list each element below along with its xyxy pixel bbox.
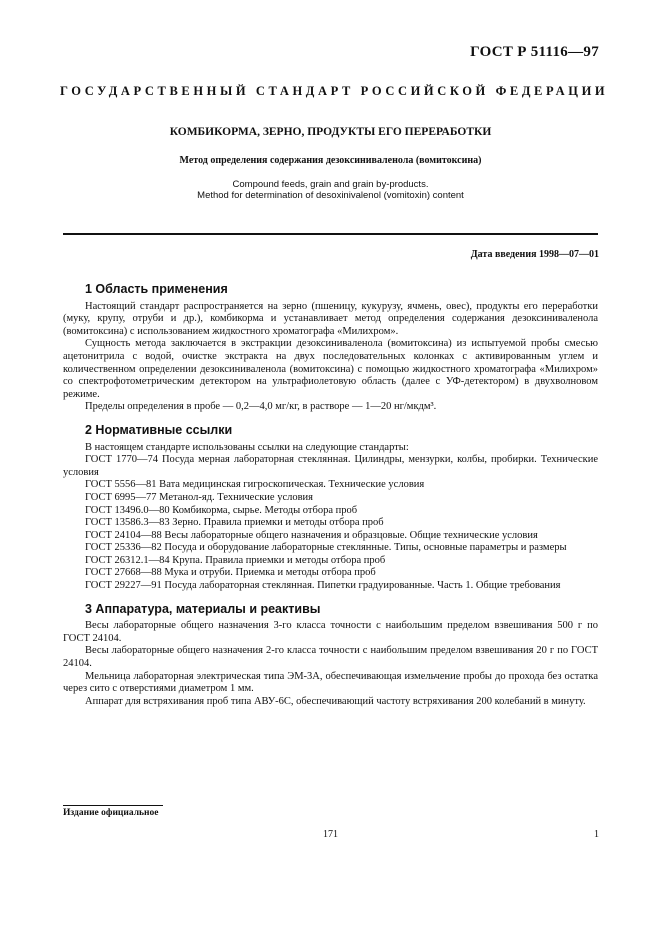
section-heading: 1 Область применения [85,282,228,296]
paragraph: Весы лабораторные общего назначения 2-го класса точности с наибольшим пределом взвешивания 20 г по ГОСТ 24104. [63,645,598,670]
reference-item: ГОСТ 1770—74 Посуда мерная лабораторная стеклянная. Цилиндры, мензурки, колбы, пробирки. Технические условия [63,454,598,478]
document-body [63,283,598,718]
standard-code: ГОСТ Р 51116—97 [470,44,599,60]
paragraph: Весы лабораторные общего назначения 3-го класса точности с наибольшим пределом взвешивания 500 г по ГОСТ 24104. [63,620,598,644]
english-title-line-2: Method for determination of desoxinivalenol (vomitoxin) content [197,190,464,201]
reference-item: ГОСТ 13496.0—80 Комбикорма, сырье. Методы отбора проб [85,504,358,516]
official-edition-label: Издание официальное [63,808,159,818]
paragraph: Настоящий стандарт распространяется на зерно (пшеницу, кукурузу, ячмень, овес), продукты его переработки (муку, крупу, отруби и др.), комбикорма и устанавливает метод определения содержания дезоксиниваленола (вомитоксина) с использованием жидкостного хроматографа «Милихром». [63,300,598,337]
section-normative-references [63,424,598,593]
organization-heading: ГОСУДАРСТВЕННЫЙ СТАНДАРТ РОССИЙСКОЙ ФЕДЕРАЦИИ [60,84,609,98]
english-title-line-1: Compound feeds, grain and grain by-products. [232,179,429,190]
section-apparatus [63,603,598,709]
reference-item: ГОСТ 13586.3—83 Зерно. Правила приемки и методы отбора проб [85,517,384,529]
paragraph: Сущность метода заключается в экстракции дезоксиниваленола (вомитоксина) из испытуемой пробы смесью ацетонитрила с водой, очистке экстракта на двух последовательных колонках с активированным углем и количественном определении дезоксиниваленола (вомитоксина) с помощью жидкостного хроматографа «Милихром» со спектрофотометрическим детектором на ультрафиолетовую область (далее с УФ-детектором) в двухволновом режиме. [63,338,598,400]
reference-item: ГОСТ 24104—88 Весы лабораторные общего назначения и образцовые. Общие технические условия [85,529,538,541]
paragraph: Мельница лабораторная электрическая типа ЭМ-3А, обеспечивающая измельчение пробы до прохода без остатка через сито с отверстиями диаметром 1 мм. [63,670,598,695]
paragraph: Аппарат для встряхивания проб типа АВУ-6С, обеспечивающий частоту встряхивания 200 колебаний в минуту. [85,695,586,707]
section-heading: 2 Нормативные ссылки [85,422,233,437]
reference-item: ГОСТ 25336—82 Посуда и оборудование лабораторные стеклянные. Типы, основные параметры и размеры [85,542,567,554]
reference-item: ГОСТ 29227—91 Посуда лабораторная стеклянная. Пипетки градуированные. Часть 1. Общие требования [85,580,561,592]
section-scope [63,283,598,414]
reference-item: ГОСТ 26312.1—84 Крупа. Правила приемки и методы отбора проб [85,554,386,566]
reference-item: ГОСТ 5556—81 Вата медицинская гигроскопическая. Технические условия [85,479,425,491]
reference-item: ГОСТ 27668—88 Мука и отруби. Приемка и методы отбора проб [85,567,376,579]
page-number: 171 [323,829,338,840]
paragraph: В настоящем стандарте использованы ссылки на следующие стандарты: [85,441,409,453]
english-title [60,179,601,201]
introduction-date: Дата введения 1998—07—01 [470,249,599,260]
document-title: КОМБИКОРМА, ЗЕРНО, ПРОДУКТЫ ЕГО ПЕРЕРАБОТКИ [169,126,492,138]
footer-divider [63,805,163,806]
sheet-number: 1 [594,829,599,840]
header-divider [63,233,598,235]
section-heading: 3 Аппаратура, материалы и реактивы [85,601,321,616]
document-subtitle: Метод определения содержания дезоксиниваленола (вомитоксина) [179,155,482,166]
paragraph: Пределы определения в пробе — 0,2—4,0 мг/кг, в растворе — 1—20 нг/мкдм³. [85,401,437,413]
reference-item: ГОСТ 6995—77 Метанол-яд. Технические условия [85,491,314,503]
